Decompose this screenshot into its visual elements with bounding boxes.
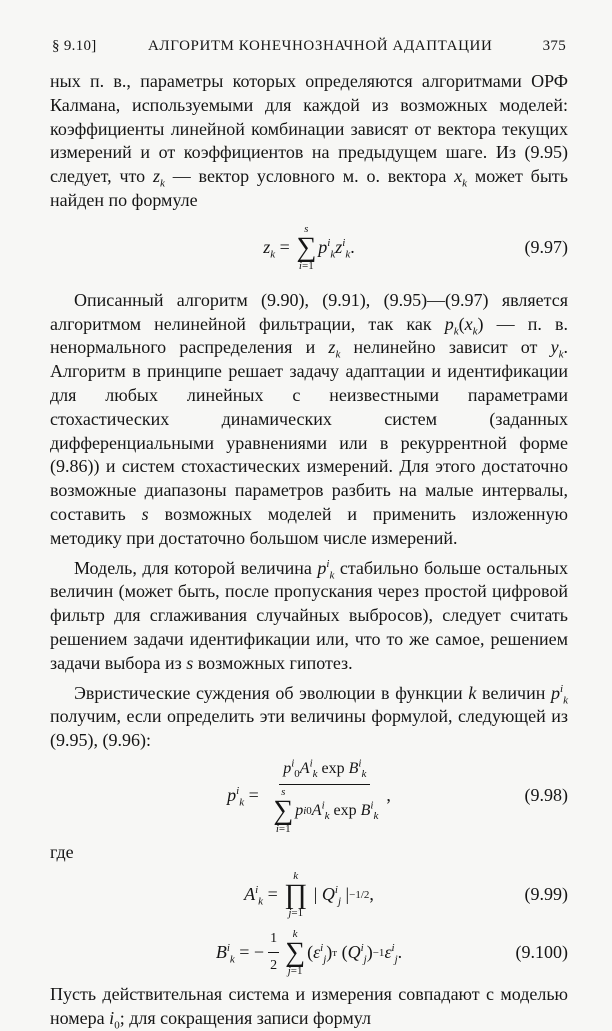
equation-label-9-97: (9.97) <box>524 236 568 257</box>
paragraph-2-text-b: — п. в. ненормального распределения и <box>50 313 569 358</box>
paragraph-3-text-a: Модель, для которой величина <box>74 557 312 578</box>
paragraph-2: Описанный алгоритм (9.90), (9.91), (9.95)—(9.97) является алгоритмом нелинейной фильтрации, так как $p_k(x_k)$ — п. в. ненормального распределения и $z_k$ нелинейно зависит от $y_k$. Алгоритм в принципе решает задачу адаптации и идентификации для любых линейных с неизвестными параметрами стохастических динамических систем (заданных дифференциальными уравнениями или в рекуррентной форме (9.86)) и систем стохастических измерений. Для этого достаточно возможные диапазоны параметров разбить на малые интервалы, составить s возможных моделей и применить изложенную методику при достаточно большом числе измерений. <box>50 289 569 548</box>
equation-label-9-100: (9.100) <box>515 941 568 962</box>
paragraph-1: ных п. в., параметры которых определяются алгоритмами ОРФ Калмана, используемыми для каждой из возможных моделей: коэффициенты линейной комбинации зависят от вектора текущих измерений и от коэффициентов на предыдущем шаге. Из (9.95) следует, что $z_k$ — вектор условного м. о. вектора $x_k$ может быть найден по формуле <box>50 71 569 210</box>
paragraph-1-text: ных п. в., параметры которых определяются алгоритмами ОРФ Калмана, используемыми для каждой из возможных моделей: коэффициенты линейной комбинации зависят от вектора текущих измерений и от коэффициентов на предыдущем шаге. Из (9.95) следует, что <box>50 71 568 187</box>
paragraph-5-text-a: Пусть действительная система и измерения совпадают с моделью номера <box>50 983 568 1028</box>
running-header <box>52 38 566 62</box>
page-number: 375 <box>542 38 566 54</box>
section-number: § 9.10] <box>52 38 97 54</box>
product-symbol: k ∏ j=1 <box>284 869 308 919</box>
fraction: $p^i_0A^i_k$ $\exp B^i_k$ s ∑ i=1 p i 0 $A^i_k$ exp $B^i_k$ <box>273 757 379 835</box>
paragraph-4-text-a: Эвристические суждения об эволюции в функции <box>74 682 463 703</box>
paragraph-1-text-c: может быть найден по формуле <box>50 166 569 210</box>
paragraph-4-text-b: величин <box>482 682 546 703</box>
paragraph-4-text-c: получим, если определить эти величины формулой, следующей из (9.95), (9.96): <box>50 706 568 751</box>
page-body <box>50 70 568 1030</box>
fraction-half: $\frac{1}{2}$ <box>268 927 279 978</box>
paragraph-5: Пусть действительная система и измерения совпадают с моделью номера $i_0$; для сокращения записи формул <box>50 983 568 1031</box>
equation-label-9-98: (9.98) <box>524 785 568 806</box>
equation-9-97: $z_k$ = s ∑ i=1 $p^i_kz^i_k$ . (9.97) <box>263 222 568 272</box>
summation-symbol: k ∑ j=1 <box>285 927 306 977</box>
paragraph-3-text-c: возможных гипотез. <box>197 652 353 673</box>
paragraph-2-text-c: нелинейно зависит от <box>353 337 538 358</box>
paragraph-4: Эвристические суждения об эволюции в функции k величин $p^i_k$ получим, если определить эти величины формулой, следующей из (9.95), (9.96): <box>50 682 568 751</box>
equation-9-98: $p^i_k$ = $p^i_0A^i_k$ $\exp B^i_k$ s ∑ i=1 p i 0 $A^i_k$ exp $B^i_k$ , (9.98) <box>227 757 568 835</box>
summation-symbol: s ∑ i=1 <box>296 222 317 272</box>
paragraph-1-text-b: — вектор условного м. о. вектора <box>172 166 447 187</box>
equation-9-99: $A^i_k$ = k ∏ j=1 | $Q^i_j$ | −1/2 , (9.99) <box>244 869 568 919</box>
paragraph-2-text-e: возможных моделей и применить изложенную методику при достаточно большом числе измерений. <box>50 503 569 548</box>
equation-label-9-99: (9.99) <box>524 883 568 904</box>
running-title: АЛГОРИТМ КОНЕЧНОЗНАЧНОЙ АДАПТАЦИИ <box>148 38 493 54</box>
equation-9-100: $B^i_k$ = − $\frac{1}{2}$ k ∑ j=1 ( $\varepsilon^i_j$ ) т ( $Q^i_j$ ) −1 $\varepsilon^i_j$ . (9.100) <box>215 927 568 977</box>
paragraph-2-text-a: Описанный алгоритм (9.90), (9.91), (9.95)—(9.97) является алгоритмом нелинейной фильтрации, так как <box>50 289 568 334</box>
where-word: где <box>50 841 74 862</box>
paragraph-3-text-b: стабильно больше остальных величин (может быть, после пропускания через простой цифровой фильтр для сглаживания случайных выбросов), следует считать решением задачи идентификации или, что то же самое, решением задачи выбора из <box>50 557 569 673</box>
paragraph-5-text-b: ; для сокращения записи формул <box>119 1007 371 1028</box>
paragraph-2-text-d: . Алгоритм в принципе решает задачу адаптации и идентификации для любых линейных с неизвестными параметрами стохастических динамических систем (заданных дифференциальными уравнениями или в рекуррентной форме (9.86)) и систем стохастических измерений. Для этого достаточно возможные диапазоны параметров разбить на малые интервалы, составить <box>50 337 568 524</box>
paragraph-3: Модель, для которой величина $p^i_k$ стабильно больше остальных величин (может быть, после пропускания через простой цифровой фильтр для сглаживания случайных выбросов), следует считать решением задачи идентификации или, что то же самое, решением задачи выбора из s возможных гипотез. <box>50 557 569 673</box>
